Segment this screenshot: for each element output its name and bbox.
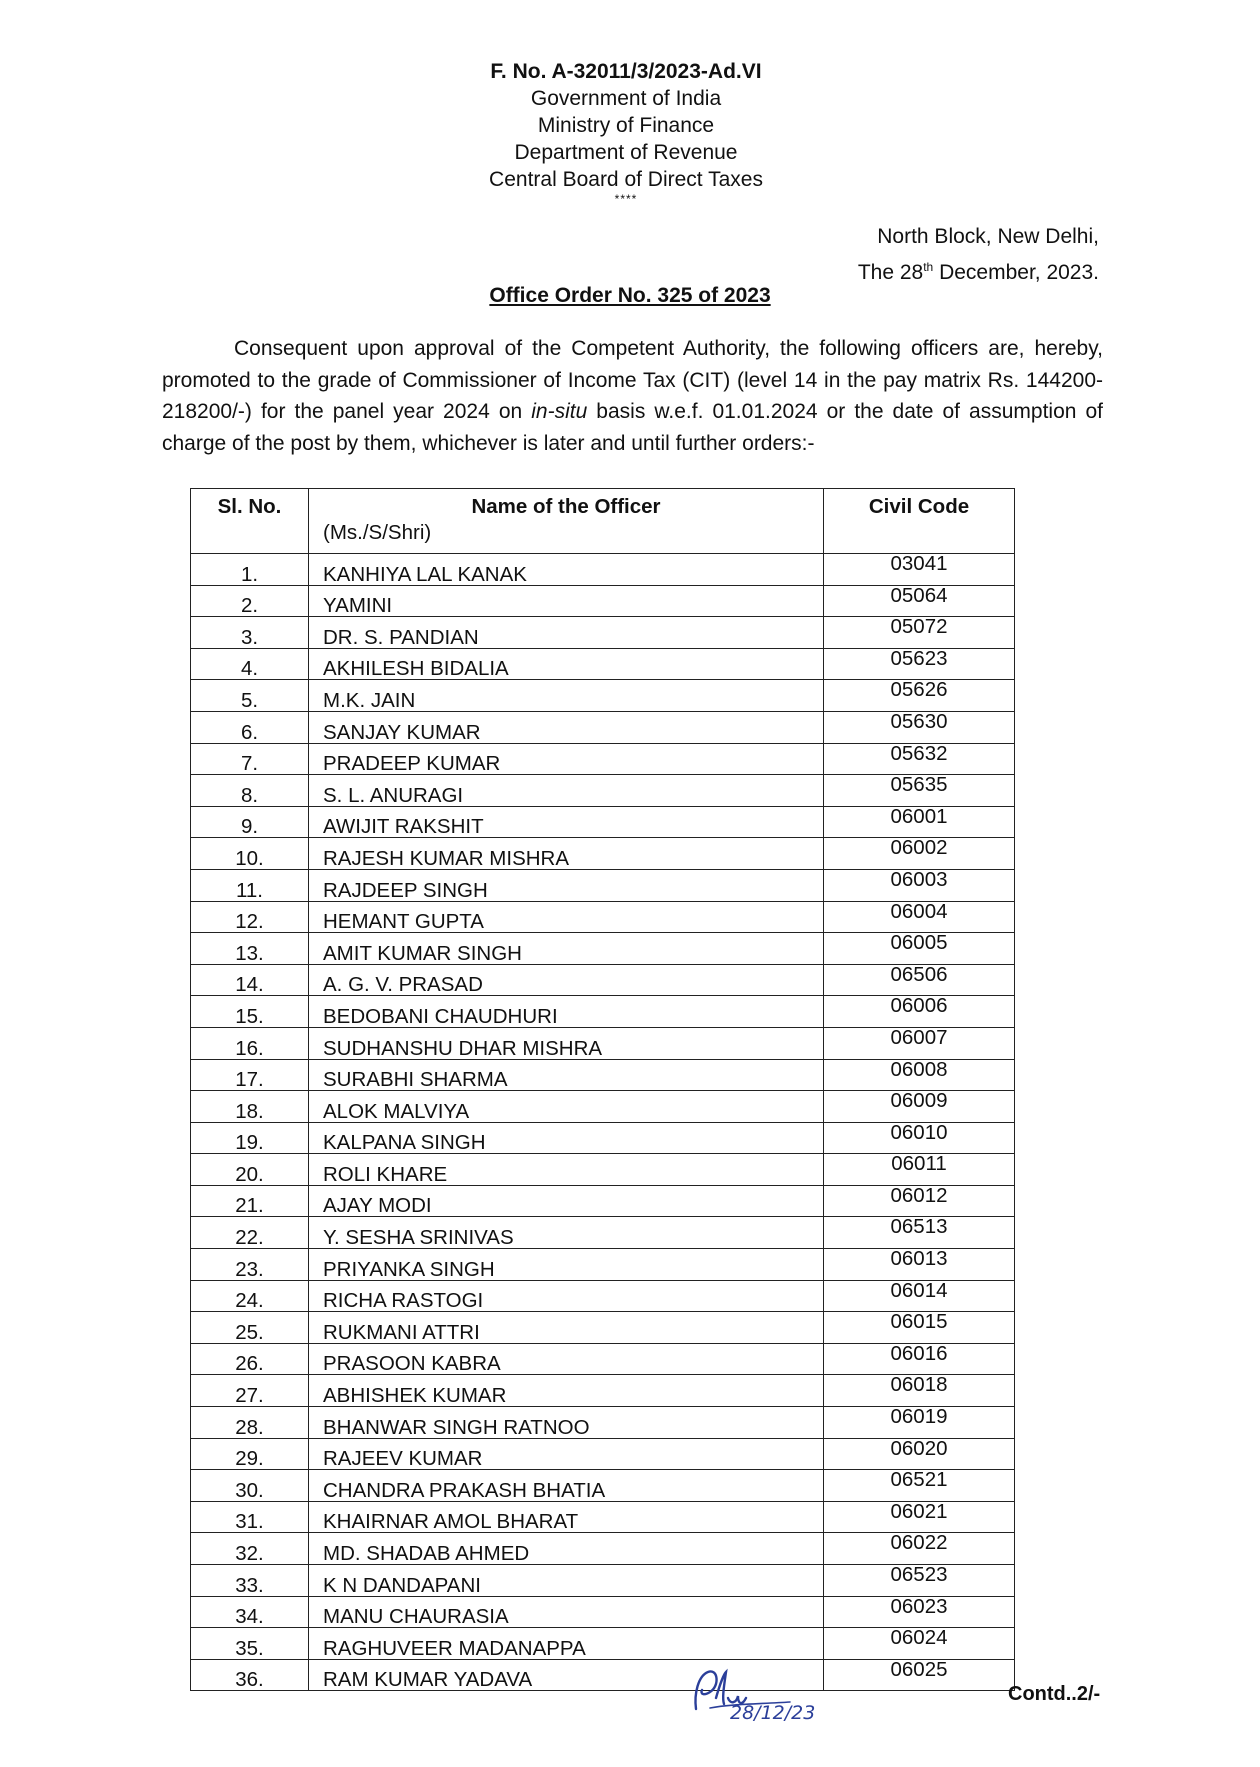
officer-name-cell: RAM KUMAR YADAVA	[309, 1659, 824, 1691]
table-row	[191, 1565, 1015, 1597]
civil-code-cell: 06003	[824, 869, 1015, 901]
officer-name-cell: K N DANDAPANI	[309, 1565, 824, 1597]
table-row	[191, 554, 1015, 586]
sl-cell: 25.	[191, 1312, 309, 1344]
civil-code-cell: 06024	[824, 1628, 1015, 1660]
officer-name-cell: DR. S. PANDIAN	[309, 617, 824, 649]
table-row	[191, 901, 1015, 933]
officer-name-cell: PRADEEP KUMAR	[309, 743, 824, 775]
civil-code-cell: 06018	[824, 1375, 1015, 1407]
officer-name-cell: BHANWAR SINGH RATNOO	[309, 1407, 824, 1439]
sl-cell: 9.	[191, 806, 309, 838]
civil-code-cell: 05630	[824, 711, 1015, 743]
table-row	[191, 1185, 1015, 1217]
officer-name-cell: RICHA RASTOGI	[309, 1280, 824, 1312]
civil-code-cell: 06005	[824, 933, 1015, 965]
header-officer-title: (Ms./S/Shri)	[323, 521, 432, 544]
officer-name-cell: AMIT KUMAR SINGH	[309, 933, 824, 965]
table-row	[191, 1533, 1015, 1565]
civil-code-cell: 06016	[824, 1343, 1015, 1375]
sl-cell: 21.	[191, 1185, 309, 1217]
civil-code-cell: 05635	[824, 775, 1015, 807]
officer-name-cell: RUKMANI ATTRI	[309, 1312, 824, 1344]
civil-code-cell: 06002	[824, 838, 1015, 870]
sl-cell: 15.	[191, 996, 309, 1028]
header-government: Government of India	[530, 87, 722, 110]
table-row	[191, 648, 1015, 680]
letterhead	[0, 58, 1242, 205]
date-ordinal: th	[923, 260, 934, 274]
officer-name-cell: KANHIYA LAL KANAK	[309, 554, 824, 586]
sl-cell: 2.	[191, 585, 309, 617]
civil-code-cell: 05064	[824, 585, 1015, 617]
sl-cell: 11.	[191, 869, 309, 901]
table-body	[191, 554, 1015, 1691]
sl-cell: 3.	[191, 617, 309, 649]
paragraph-italic: in-situ	[531, 400, 588, 423]
sl-cell: 10.	[191, 838, 309, 870]
sl-cell: 4.	[191, 648, 309, 680]
officer-name-cell: KHAIRNAR AMOL BHARAT	[309, 1501, 824, 1533]
officer-name-cell: YAMINI	[309, 585, 824, 617]
sl-cell: 31.	[191, 1501, 309, 1533]
officer-name-cell: ALOK MALVIYA	[309, 1091, 824, 1123]
officer-name-cell: MANU CHAURASIA	[309, 1596, 824, 1628]
officer-name-cell: RAGHUVEER MADANAPPA	[309, 1628, 824, 1660]
sl-cell: 27.	[191, 1375, 309, 1407]
officer-name-cell: AKHILESH BIDALIA	[309, 648, 824, 680]
sl-cell: 24.	[191, 1280, 309, 1312]
table-row	[191, 1154, 1015, 1186]
sl-cell: 7.	[191, 743, 309, 775]
sl-cell: 22.	[191, 1217, 309, 1249]
header-ministry: Ministry of Finance	[537, 114, 715, 137]
civil-code-cell: 06521	[824, 1470, 1015, 1502]
officer-name-cell: S. L. ANURAGI	[309, 775, 824, 807]
table-row	[191, 711, 1015, 743]
continued-note: Contd..2/-	[1008, 1683, 1101, 1705]
header-department: Department of Revenue	[514, 141, 738, 164]
table-row	[191, 964, 1015, 996]
order-paragraph	[162, 333, 1103, 459]
officer-name-cell: AWIJIT RAKSHIT	[309, 806, 824, 838]
header-sl-no: Sl. No.	[191, 489, 309, 554]
sl-cell: 33.	[191, 1565, 309, 1597]
file-number: F. No. A-32011/3/2023-Ad.VI	[490, 60, 762, 83]
handwritten-signature	[690, 1664, 816, 1724]
officers-table	[190, 488, 1015, 1691]
civil-code-cell: 06001	[824, 806, 1015, 838]
officer-name-cell: SUDHANSHU DHAR MISHRA	[309, 1027, 824, 1059]
civil-code-cell: 06513	[824, 1217, 1015, 1249]
table-row	[191, 1628, 1015, 1660]
table-row	[191, 1501, 1015, 1533]
sl-cell: 6.	[191, 711, 309, 743]
civil-code-cell: 06019	[824, 1407, 1015, 1439]
civil-code-cell: 06010	[824, 1122, 1015, 1154]
paragraph-part1: Consequent upon approval of the Competent Authority, the following officers are, hereby, promoted to the grade of Commissioner of Income Tax (CIT) (level 14 in the pay matrix Rs. 144200-218200/-) for the panel year 2024 on	[162, 337, 1103, 423]
sl-cell: 8.	[191, 775, 309, 807]
table-row	[191, 1407, 1015, 1439]
civil-code-cell: 06021	[824, 1501, 1015, 1533]
officer-name-cell: CHANDRA PRAKASH BHATIA	[309, 1470, 824, 1502]
civil-code-cell: 06006	[824, 996, 1015, 1028]
civil-code-cell: 06014	[824, 1280, 1015, 1312]
sl-cell: 1.	[191, 554, 309, 586]
civil-code-cell: 05623	[824, 648, 1015, 680]
table-row	[191, 1438, 1015, 1470]
civil-code-cell: 06022	[824, 1533, 1015, 1565]
table-row	[191, 617, 1015, 649]
civil-code-cell: 06011	[824, 1154, 1015, 1186]
sl-cell: 32.	[191, 1533, 309, 1565]
civil-code-cell: 06523	[824, 1565, 1015, 1597]
sl-cell: 28.	[191, 1407, 309, 1439]
table-row	[191, 1470, 1015, 1502]
civil-code-cell: 06023	[824, 1596, 1015, 1628]
civil-code-cell: 06004	[824, 901, 1015, 933]
table-row	[191, 1122, 1015, 1154]
table-row	[191, 1659, 1015, 1691]
sl-cell: 29.	[191, 1438, 309, 1470]
sl-cell: 13.	[191, 933, 309, 965]
officer-name-cell: SANJAY KUMAR	[309, 711, 824, 743]
officer-name-cell: RAJDEEP SINGH	[309, 869, 824, 901]
sl-cell: 12.	[191, 901, 309, 933]
officer-name-cell: HEMANT GUPTA	[309, 901, 824, 933]
civil-code-cell: 06008	[824, 1059, 1015, 1091]
civil-code-cell: 05072	[824, 617, 1015, 649]
officer-name-cell: BEDOBANI CHAUDHURI	[309, 996, 824, 1028]
sl-cell: 14.	[191, 964, 309, 996]
sl-cell: 19.	[191, 1122, 309, 1154]
officer-name-cell: ROLI KHARE	[309, 1154, 824, 1186]
table-row	[191, 1312, 1015, 1344]
sl-cell: 20.	[191, 1154, 309, 1186]
signature-date: 28/12/23	[730, 1702, 816, 1724]
officer-name-cell: M.K. JAIN	[309, 680, 824, 712]
table-row	[191, 1091, 1015, 1123]
officer-name-cell: PRASOON KABRA	[309, 1343, 824, 1375]
sl-cell: 17.	[191, 1059, 309, 1091]
header-officer-name-label: Name of the Officer	[471, 495, 661, 518]
table-row	[191, 933, 1015, 965]
table-row	[191, 1027, 1015, 1059]
civil-code-cell: 06020	[824, 1438, 1015, 1470]
order-title: Office Order No. 325 of 2023	[489, 284, 771, 307]
officer-name-cell: A. G. V. PRASAD	[309, 964, 824, 996]
civil-code-cell: 05632	[824, 743, 1015, 775]
officer-name-cell: AJAY MODI	[309, 1185, 824, 1217]
table-row	[191, 806, 1015, 838]
sl-cell: 30.	[191, 1470, 309, 1502]
civil-code-cell: 06007	[824, 1027, 1015, 1059]
civil-code-cell: 03041	[824, 554, 1015, 586]
sl-cell: 23.	[191, 1249, 309, 1281]
civil-code-cell: 06506	[824, 964, 1015, 996]
sl-cell: 18.	[191, 1091, 309, 1123]
issue-date	[858, 252, 1099, 288]
table-row	[191, 1343, 1015, 1375]
table-row	[191, 1596, 1015, 1628]
officer-name-cell: ABHISHEK KUMAR	[309, 1375, 824, 1407]
table-row	[191, 1217, 1015, 1249]
officer-name-cell: MD. SHADAB AHMED	[309, 1533, 824, 1565]
place-location: North Block, New Delhi,	[877, 225, 1099, 248]
table-row	[191, 1249, 1015, 1281]
officer-name-cell: PRIYANKA SINGH	[309, 1249, 824, 1281]
table-row	[191, 1059, 1015, 1091]
paragraph-part2: basis w.e.f. 01.01.2024 or the date of assumption of charge of the post by them, whichever is later and until further orders:-	[162, 400, 1103, 455]
civil-code-cell: 06009	[824, 1091, 1015, 1123]
place-and-date	[858, 222, 1099, 288]
sl-cell: 16.	[191, 1027, 309, 1059]
sl-cell: 5.	[191, 680, 309, 712]
officer-name-cell: Y. SESHA SRINIVAS	[309, 1217, 824, 1249]
table-row	[191, 1375, 1015, 1407]
table-row	[191, 1280, 1015, 1312]
table-row	[191, 869, 1015, 901]
header-officer-name	[309, 489, 824, 554]
table-row	[191, 585, 1015, 617]
table-row	[191, 996, 1015, 1028]
civil-code-cell: 06025	[824, 1659, 1015, 1691]
sl-cell: 35.	[191, 1628, 309, 1660]
civil-code-cell: 06013	[824, 1249, 1015, 1281]
table-row	[191, 680, 1015, 712]
civil-code-cell: 06015	[824, 1312, 1015, 1344]
table-row	[191, 775, 1015, 807]
civil-code-cell: 06012	[824, 1185, 1015, 1217]
table-row	[191, 838, 1015, 870]
date-suffix: December, 2023.	[933, 261, 1099, 284]
sl-cell: 34.	[191, 1596, 309, 1628]
sl-cell: 36.	[191, 1659, 309, 1691]
officer-name-cell: RAJESH KUMAR MISHRA	[309, 838, 824, 870]
officer-name-cell: SURABHI SHARMA	[309, 1059, 824, 1091]
civil-code-cell: 05626	[824, 680, 1015, 712]
header-board: Central Board of Direct Taxes	[489, 168, 763, 191]
date-prefix: The 28	[857, 261, 924, 284]
sl-cell: 26.	[191, 1343, 309, 1375]
officer-name-cell: KALPANA SINGH	[309, 1122, 824, 1154]
header-civil-code: Civil Code	[824, 489, 1015, 554]
officer-name-cell: RAJEEV KUMAR	[309, 1438, 824, 1470]
table-header-row	[191, 489, 1015, 554]
table-row	[191, 743, 1015, 775]
header-stars: ****	[614, 192, 638, 206]
